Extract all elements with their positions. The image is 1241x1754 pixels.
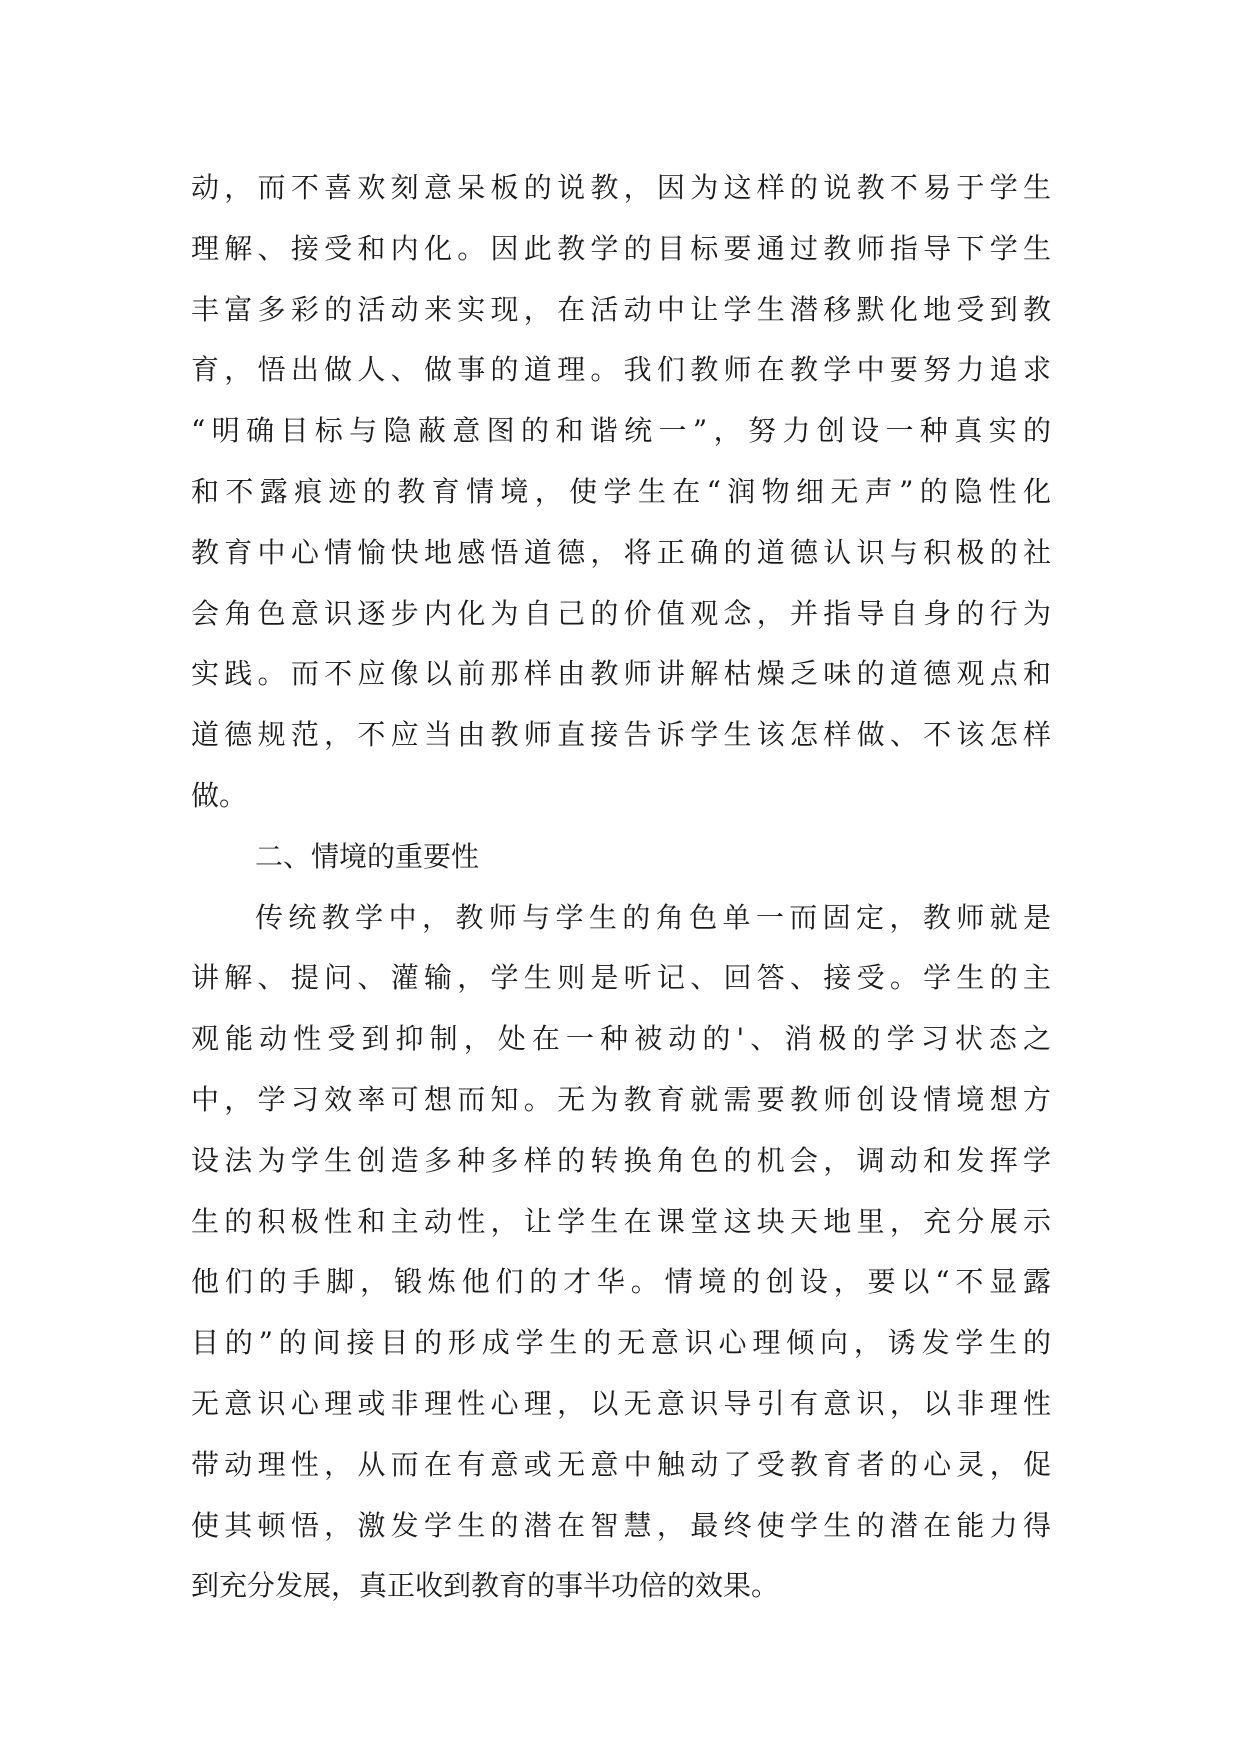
text-line: 到充分发展，真正收到教育的事半功倍的效果。 [191,1569,780,1603]
text-line: 观能动性受到抑制，处在一种被动的'、消极的学习状态之 [191,1022,1051,1056]
text-line: 讲解、提问、灌输，学生则是听记、回答、接受。学生的主 [191,961,1051,995]
document-body [191,158,1051,1617]
paragraph-1 [191,158,1051,827]
paragraph-2 [191,888,1051,1618]
text-line: 中，学习效率可想而知。无为教育就需要教师创设情境想方 [191,1082,1051,1116]
text-line: 和不露痕迹的教育情境，使学生在“润物细无声”的隐性化 [191,474,1051,508]
text-line: 他们的手脚，锻炼他们的才华。情境的创设，要以“不显露 [191,1265,1051,1299]
text-line: 理解、接受和内化。因此教学的目标要通过教师指导下学生 [191,231,1051,265]
text-line: 会角色意识逐步内化为自己的价值观念，并指导自身的行为 [191,596,1051,630]
text-line: 教育中心情愉快地感悟道德，将正确的道德认识与积极的社 [191,535,1051,569]
text-line: 动，而不喜欢刻意呆板的说教，因为这样的说教不易于学生 [191,171,1051,204]
text-line: 做。 [191,778,248,812]
text-line: 实践。而不应像以前那样由教师讲解枯燥乏味的道德观点和 [191,657,1051,691]
text-line: 生的积极性和主动性，让学生在课堂这块天地里，充分展示 [191,1204,1051,1238]
text-line: 道德规范，不应当由教师直接告诉学生该怎样做、不该怎样 [191,718,1051,752]
text-line: 设法为学生创造多种多样的转换角色的机会，调动和发挥学 [191,1143,1051,1177]
text-line: 传统教学中，教师与学生的角色单一而固定，教师就是 [255,900,1051,934]
text-line: 育，悟出做人、做事的道理。我们教师在教学中要努力追求 [191,353,1051,387]
text-line: “明确目标与隐蔽意图的和谐统一”，努力创设一种真实的 [191,414,1051,448]
section-heading: 二、情境的重要性 [255,839,480,873]
text-line: 目的”的间接目的形成学生的无意识心理倾向，诱发学生的 [191,1326,1051,1360]
text-line: 带动理性，从而在有意或无意中触动了受教育者的心灵，促 [191,1447,1051,1481]
text-line: 无意识心理或非理性心理，以无意识导引有意识，以非理性 [191,1386,1051,1420]
text-line: 丰富多彩的活动来实现，在活动中让学生潜移默化地受到教 [191,292,1051,326]
text-line: 使其顿悟，激发学生的潜在智慧，最终使学生的潜在能力得 [191,1508,1051,1542]
